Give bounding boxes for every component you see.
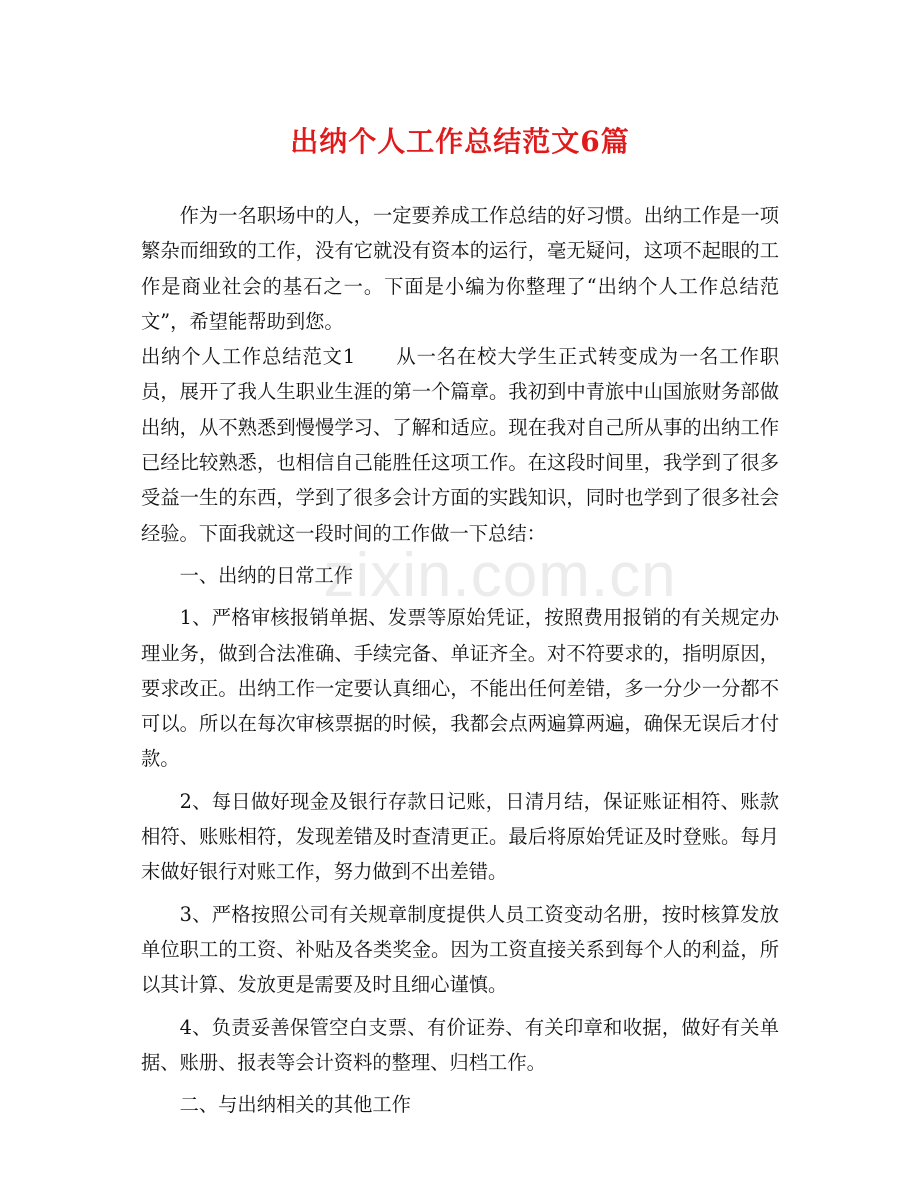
document-title: 出纳个人工作总结范文6篇 xyxy=(290,125,630,158)
watermark: zixin.com.cn xyxy=(323,541,677,610)
list-item-2: 2、每日做好现金及银行存款日记账，日清月结，保证账证相符、账款相符、账账相符，发现差错及时查清更正。最后将原始凭证及时登账。每月末做好银行对账工作，努力做到不出差错。 xyxy=(141,789,779,884)
intro-paragraph: 作为一名职场中的人，一定要养成工作总结的好习惯。出纳工作是一项繁杂而细致的工作，没有它就没有资本的运行，毫无疑问，这项不起眼的工作是商业社会的基石之一。下面是小编为你整理了“出纳个人工作总结范文”，希望能帮助到您。 xyxy=(141,204,779,333)
list-item-4: 4、负责妥善保管空白支票、有价证券、有关印章和收据，做好有关单据、账册、报表等会计资料的整理、归档工作。 xyxy=(141,1015,779,1074)
section-heading-other-work: 二、与出纳相关的其他工作 xyxy=(179,1093,411,1117)
list-item-1: 1、严格审核报销单据、发票等原始凭证，按照费用报销的有关规定办理业务，做到合法准确、手续完备、单证齐全。对不符要求的，指明原因，要求改正。出纳工作一定要认真细心，不能出任何差错，多一分少一分都不可以。所以在每次审核票据的时候，我都会点两遍算两遍，确保无误后才付款。 xyxy=(141,606,779,771)
sample-1-paragraph: 出纳个人工作总结范文1 从一名在校大学生正式转变成为一名工作职员，展开了我人生职业生涯的第一个篇章。我初到中青旅中山国旅财务部做出纳，从不熟悉到慢慢学习、了解和适应。现在我对自己所从事的出纳工作已经比较熟悉，也相信自己能胜任这项工作。在这段时间里，我学到了很多受益一生的东西，学到了很多会计方面的实践知识，同时也学到了很多社会经验。下面我就这一段时间的工作做一下总结： xyxy=(141,345,779,545)
list-item-3: 3、严格按照公司有关规章制度提供人员工资变动名册，按时核算发放单位职工的工资、补贴及各类奖金。因为工资直接关系到每个人的利益，所以其计算、发放更是需要及时且细心谨慎。 xyxy=(141,902,779,997)
document-body xyxy=(141,198,779,1122)
section-heading-daily-work: 一、出纳的日常工作 xyxy=(179,563,354,587)
